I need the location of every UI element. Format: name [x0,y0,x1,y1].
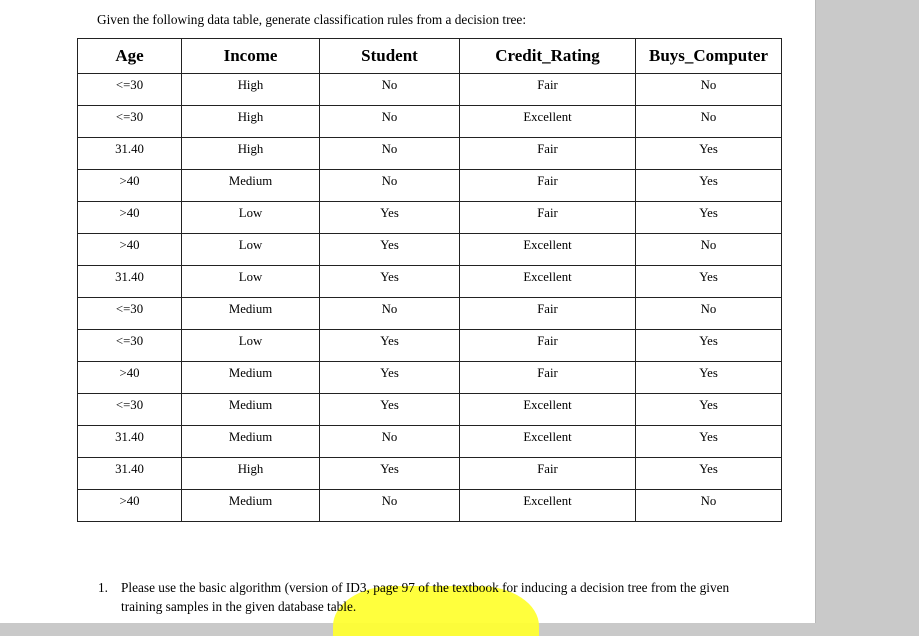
table-row [78,394,782,426]
table-cell: Medium [182,490,320,522]
table-cell: Yes [636,394,782,426]
table-cell: Yes [636,138,782,170]
column-header-buys-computer: Buys_Computer [636,39,782,74]
table-cell: Excellent [460,266,636,298]
table-row [78,202,782,234]
table-cell: Fair [460,74,636,106]
table-cell: Fair [460,138,636,170]
table-cell: Excellent [460,394,636,426]
table-cell: Yes [320,362,460,394]
column-header-student: Student [320,39,460,74]
table-row [78,458,782,490]
table-cell: No [320,298,460,330]
table-row [78,170,782,202]
table-cell: High [182,138,320,170]
table-cell: Medium [182,170,320,202]
table-cell: Yes [636,458,782,490]
table-cell: Medium [182,298,320,330]
table-cell: Medium [182,426,320,458]
table-cell: Yes [320,330,460,362]
table-cell: No [636,234,782,266]
table-cell: No [636,298,782,330]
table-row [78,490,782,522]
table-cell: Medium [182,362,320,394]
table-cell: >40 [78,202,182,234]
table-cell: Medium [182,394,320,426]
table-row [78,74,782,106]
table-cell: Fair [460,362,636,394]
table-cell: Yes [320,266,460,298]
table-cell: 31.40 [78,266,182,298]
table-cell: <=30 [78,394,182,426]
table-cell: Fair [460,458,636,490]
table-cell: Yes [320,202,460,234]
table-row [78,106,782,138]
table-cell: No [320,74,460,106]
table-row [78,234,782,266]
table-cell: Yes [320,234,460,266]
table-cell: High [182,74,320,106]
table-cell: 31.40 [78,426,182,458]
table-row [78,426,782,458]
table-cell: Fair [460,170,636,202]
table-cell: >40 [78,490,182,522]
table-cell: Excellent [460,490,636,522]
table-cell: >40 [78,234,182,266]
table-cell: Excellent [460,106,636,138]
table-row [78,266,782,298]
table-cell: >40 [78,362,182,394]
table-cell: Yes [320,394,460,426]
table-header-row [78,39,782,74]
table-cell: Excellent [460,234,636,266]
table-cell: Low [182,266,320,298]
intro-text: Given the following data table, generate classification rules from a decision tree: [97,12,527,27]
table-cell: No [636,106,782,138]
column-header-credit-rating: Credit_Rating [460,39,636,74]
table-cell: Yes [636,362,782,394]
table-cell: No [320,426,460,458]
table-cell: No [320,138,460,170]
table-cell: No [636,74,782,106]
table-row [78,138,782,170]
table-cell: <=30 [78,74,182,106]
table-cell: High [182,106,320,138]
table-cell: 31.40 [78,458,182,490]
table-cell: High [182,458,320,490]
data-table [77,38,782,522]
table-cell: No [636,490,782,522]
table-cell: <=30 [78,106,182,138]
table-row [78,330,782,362]
table-body [78,74,782,522]
column-header-age: Age [78,39,182,74]
table-row [78,298,782,330]
column-header-income: Income [182,39,320,74]
table-cell: Excellent [460,426,636,458]
table-cell: Low [182,330,320,362]
table-cell: Fair [460,202,636,234]
table-cell: Yes [636,426,782,458]
table-cell: Yes [636,266,782,298]
table-cell: No [320,106,460,138]
table-cell: <=30 [78,298,182,330]
table-cell: Fair [460,330,636,362]
question-text: Please use the basic algorithm (version of ID3, page 97 of the textbook for inducing a decision tree from the given training samples in the given database table. [121,580,730,614]
table-cell: Low [182,202,320,234]
table-cell: No [320,170,460,202]
table-cell: 31.40 [78,138,182,170]
table-cell: >40 [78,170,182,202]
question-number: 1. [98,580,108,595]
table-cell: Fair [460,298,636,330]
table-cell: Low [182,234,320,266]
table-cell: Yes [636,170,782,202]
table-cell: Yes [636,330,782,362]
table-cell: No [320,490,460,522]
viewer-background [816,0,919,623]
table-cell: Yes [320,458,460,490]
table-cell: <=30 [78,330,182,362]
table-row [78,362,782,394]
table-cell: Yes [636,202,782,234]
